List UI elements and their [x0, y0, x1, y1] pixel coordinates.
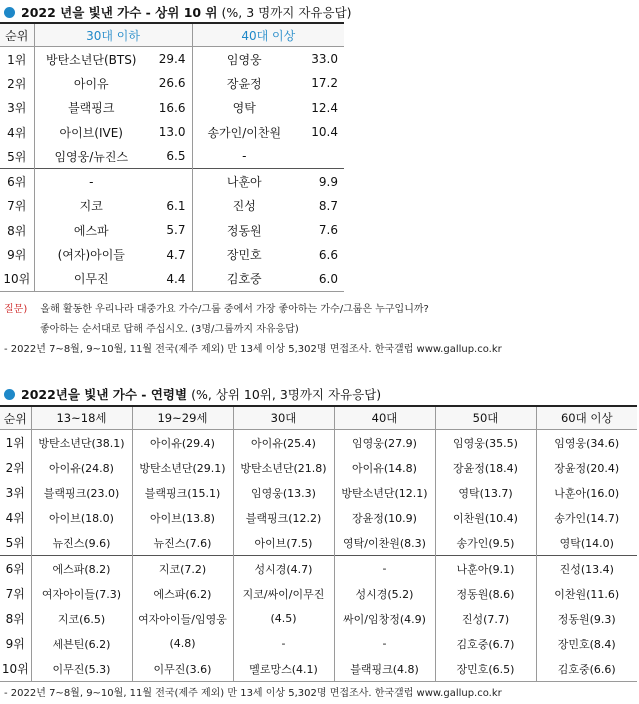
value-cell-b: 6.0	[296, 267, 344, 292]
artist-cell: 송가인(9.5)	[435, 530, 536, 556]
bullet-icon	[4, 7, 15, 18]
artist-cell: 여자아이들/임영웅	[132, 606, 233, 631]
artist-cell: 진성(7.7)	[435, 606, 536, 631]
value-cell-a	[148, 169, 192, 194]
value-cell-a: 29.4	[148, 47, 192, 72]
artist-cell: 정동원(8.6)	[435, 581, 536, 606]
table-row	[0, 530, 637, 556]
artist-cell: 송가인(14.7)	[554, 511, 620, 525]
rank-cell: 10위	[0, 267, 34, 292]
artist-cell: 아이브(13.8)	[132, 505, 233, 530]
rank-cell: 8위	[0, 606, 31, 631]
value-cell-a: 4.4	[148, 267, 192, 292]
artist-cell: 김호중(6.6)	[536, 656, 637, 682]
artist-cell: 블랙핑크(15.1)	[132, 480, 233, 505]
artist-cell: 임영웅(13.3)	[233, 480, 334, 505]
artist-cell: 정동원(9.3)	[557, 612, 616, 626]
rank-cell: 5위	[0, 144, 34, 169]
artist-cell-a: -	[34, 169, 148, 194]
table-row	[0, 144, 344, 169]
rank-cell: 6위	[0, 556, 31, 582]
artist-cell-b: 장윤정	[226, 76, 262, 91]
rank-cell: 2위	[0, 71, 34, 95]
artist-cell: 지코(7.2)	[132, 556, 233, 582]
artist-cell: 방탄소년단(38.1)	[31, 430, 132, 456]
question-label: 질문)	[4, 304, 28, 315]
artist-cell: 세븐틴(6.2)	[31, 631, 132, 656]
artist-cell-b: 정동원	[226, 223, 262, 238]
rank-cell: 5위	[0, 530, 31, 556]
age-group-table	[0, 405, 637, 682]
header-age-group: 50대	[435, 406, 536, 430]
artist-cell: 이무진(5.3)	[31, 656, 132, 682]
section2-title-text: 2022년을 빛낸 가수 - 연령별	[21, 387, 188, 402]
artist-cell-a: 블랙핑크	[68, 101, 115, 116]
header-group-a: 30대 이하	[34, 23, 192, 47]
header-age-group: 60대 이상	[536, 406, 637, 430]
artist-cell: 영탁(13.7)	[435, 480, 536, 505]
artist-cell: 나훈아(16.0)	[554, 486, 620, 500]
header-age-group: 19~29세	[132, 406, 233, 430]
rank-cell: 3위	[0, 480, 31, 505]
artist-cell: 임영웅(34.6)	[554, 436, 620, 450]
value-cell-a: 5.7	[148, 218, 192, 242]
artist-cell: 싸이/임창정(4.9)	[334, 606, 435, 631]
header-age-group: 30대	[233, 406, 334, 430]
artist-cell: 아이유(25.4)	[233, 430, 334, 456]
artist-cell: 블랙핑크(4.8)	[334, 656, 435, 682]
artist-cell: 에스파(8.2)	[31, 556, 132, 582]
artist-cell-b: 임영웅	[226, 52, 262, 67]
rank-cell: 9위	[0, 631, 31, 656]
artist-cell: 아이유(24.8)	[31, 455, 132, 480]
artist-cell: 영탁(14.0)	[559, 536, 614, 550]
table-header-row	[0, 23, 344, 47]
artist-cell-a: 에스파	[73, 223, 109, 238]
artist-cell-b: -	[242, 149, 247, 164]
artist-cell: (4.8)	[132, 631, 233, 656]
artist-cell-b: 송가인/이찬원	[207, 125, 282, 140]
artist-cell: 이무진(3.6)	[132, 656, 233, 682]
table-row	[0, 169, 344, 194]
table-row	[0, 96, 344, 120]
value-cell-b: 10.4	[311, 125, 338, 140]
value-cell-b	[296, 144, 344, 169]
value-cell-b: 7.6	[318, 223, 338, 238]
header-age-group: 40대	[334, 406, 435, 430]
artist-cell: 영탁/이찬원(8.3)	[334, 530, 435, 556]
value-cell-a: 6.1	[148, 194, 192, 218]
artist-cell: (4.5)	[233, 606, 334, 631]
artist-cell-a: 임영웅/뉴진스	[54, 149, 129, 164]
artist-cell: 방탄소년단(29.1)	[132, 455, 233, 480]
artist-cell: 장윤정(18.4)	[435, 455, 536, 480]
artist-cell: -	[233, 631, 334, 656]
artist-cell-a: 아이유	[73, 76, 109, 91]
value-cell-b: 6.6	[318, 247, 338, 262]
artist-cell: 뉴진스(7.6)	[132, 530, 233, 556]
artist-cell: -	[334, 556, 435, 582]
artist-cell: 이찬원(11.6)	[554, 587, 620, 601]
section1-title	[4, 3, 352, 21]
header-group-b: 40대 이상	[192, 23, 344, 47]
table-row	[0, 47, 344, 72]
top10-table	[0, 22, 344, 292]
artist-cell: 성시경(4.7)	[233, 556, 334, 582]
section2-subtitle: (%, 상위 10위, 3명까지 자유응답)	[191, 387, 382, 402]
artist-cell: 뉴진스(9.6)	[31, 530, 132, 556]
table-row	[0, 581, 637, 606]
artist-cell: 이찬원(10.4)	[435, 505, 536, 530]
value-cell-a: 4.7	[148, 242, 192, 266]
table-row	[0, 267, 344, 292]
artist-cell: 아이유(14.8)	[334, 455, 435, 480]
artist-cell: 장윤정(10.9)	[334, 505, 435, 530]
question-note-2: 좋아하는 순서대로 답해 주십시오. (3명/그룹까지 자유응답)	[40, 324, 299, 335]
table-row	[0, 656, 637, 682]
table-row	[0, 505, 637, 530]
table-row	[0, 71, 344, 95]
artist-cell: 아이브(7.5)	[233, 530, 334, 556]
value-cell-a: 16.6	[148, 96, 192, 120]
artist-cell: 멜로망스(4.1)	[233, 656, 334, 682]
artist-cell-a: 방탄소년단(BTS)	[45, 52, 137, 67]
artist-cell-a: 이무진	[34, 267, 148, 292]
artist-cell: 에스파(6.2)	[132, 581, 233, 606]
table-row	[0, 218, 344, 242]
rank-cell: 1위	[0, 47, 34, 72]
artist-cell: 진성(13.4)	[536, 556, 637, 582]
table-header-row	[0, 406, 637, 430]
artist-cell-b: 나훈아	[192, 169, 296, 194]
value-cell-a: 6.5	[148, 144, 192, 169]
artist-cell-b: 김호중	[192, 267, 296, 292]
table-row	[0, 242, 344, 266]
table-row	[0, 455, 637, 480]
value-cell-a: 13.0	[148, 120, 192, 144]
artist-cell: 김호중(6.7)	[435, 631, 536, 656]
rank-cell: 4위	[0, 505, 31, 530]
rank-cell: 7위	[0, 194, 34, 218]
table-row	[0, 606, 637, 631]
rank-cell: 6위	[0, 169, 34, 194]
table-row	[0, 556, 637, 582]
artist-cell: 임영웅(27.9)	[334, 430, 435, 456]
rank-cell: 7위	[0, 581, 31, 606]
header-age-group: 13~18세	[31, 406, 132, 430]
artist-cell: 방탄소년단(12.1)	[334, 480, 435, 505]
value-cell-b: 9.9	[296, 169, 344, 194]
value-cell-b: 33.0	[311, 52, 338, 67]
value-cell-b: 17.2	[311, 76, 338, 91]
artist-cell: 성시경(5.2)	[334, 581, 435, 606]
artist-cell: 장민호(8.4)	[557, 637, 616, 651]
artist-cell: 아이유(29.4)	[132, 430, 233, 456]
header-rank: 순위	[0, 23, 34, 47]
rank-cell: 10위	[0, 656, 31, 682]
artist-cell: 블랙핑크(23.0)	[31, 480, 132, 505]
table-row	[0, 430, 637, 456]
artist-cell: 나훈아(9.1)	[435, 556, 536, 582]
table-row	[0, 120, 344, 144]
artist-cell-a: 아이브(IVE)	[59, 125, 123, 140]
table-row	[0, 631, 637, 656]
header-rank: 순위	[0, 406, 31, 430]
artist-cell-b: 장민호	[226, 248, 262, 263]
artist-cell: 지코/싸이/이무진	[233, 581, 334, 606]
section1-title-text: 2022 년을 빛낸 가수 - 상위 10 위	[21, 5, 218, 20]
artist-cell-a: (여자)아이들	[57, 248, 125, 263]
rank-cell: 3위	[0, 96, 34, 120]
rank-cell: 1위	[0, 430, 31, 456]
bullet-icon	[4, 389, 15, 400]
section1-subtitle: (%, 3 명까지 자유응답)	[221, 5, 352, 20]
artist-cell: 장민호(6.5)	[435, 656, 536, 682]
rank-cell: 9위	[0, 242, 34, 266]
artist-cell: 임영웅(35.5)	[435, 430, 536, 456]
question-note-1	[4, 300, 429, 315]
artist-cell: 아이브(18.0)	[31, 505, 132, 530]
table-row	[0, 480, 637, 505]
artist-cell: 지코(6.5)	[31, 606, 132, 631]
artist-cell-a: 지코	[79, 199, 103, 214]
value-cell-a: 26.6	[148, 71, 192, 95]
artist-cell: 방탄소년단(21.8)	[233, 455, 334, 480]
question-line1: 올해 활동한 우리나라 대중가요 가수/그룹 중에서 가장 좋아하는 가수/그룹은 누구입니까?	[40, 304, 429, 315]
artist-cell: -	[334, 631, 435, 656]
section2-title	[4, 385, 381, 403]
rank-cell: 8위	[0, 218, 34, 242]
artist-cell: 여자아이들(7.3)	[31, 581, 132, 606]
artist-cell-b: 진성	[232, 199, 256, 214]
artist-cell-b: 영탁	[232, 101, 256, 116]
source-note-2: - 2022년 7~8월, 9~10월, 11월 전국(제주 제외) 만 13세 이상 5,302명 면접조사. 한국갤럽 www.gallup.co.kr	[4, 688, 502, 699]
artist-cell: 장윤정(20.4)	[554, 461, 620, 475]
source-note-1: - 2022년 7~8월, 9~10월, 11월 전국(제주 제외) 만 13세 이상 5,302명 면접조사. 한국갤럽 www.gallup.co.kr	[4, 344, 502, 355]
table-row	[0, 194, 344, 218]
artist-cell: 블랙핑크(12.2)	[233, 505, 334, 530]
rank-cell: 2위	[0, 455, 31, 480]
value-cell-b: 8.7	[318, 198, 338, 213]
value-cell-b: 12.4	[311, 100, 338, 115]
rank-cell: 4위	[0, 120, 34, 144]
